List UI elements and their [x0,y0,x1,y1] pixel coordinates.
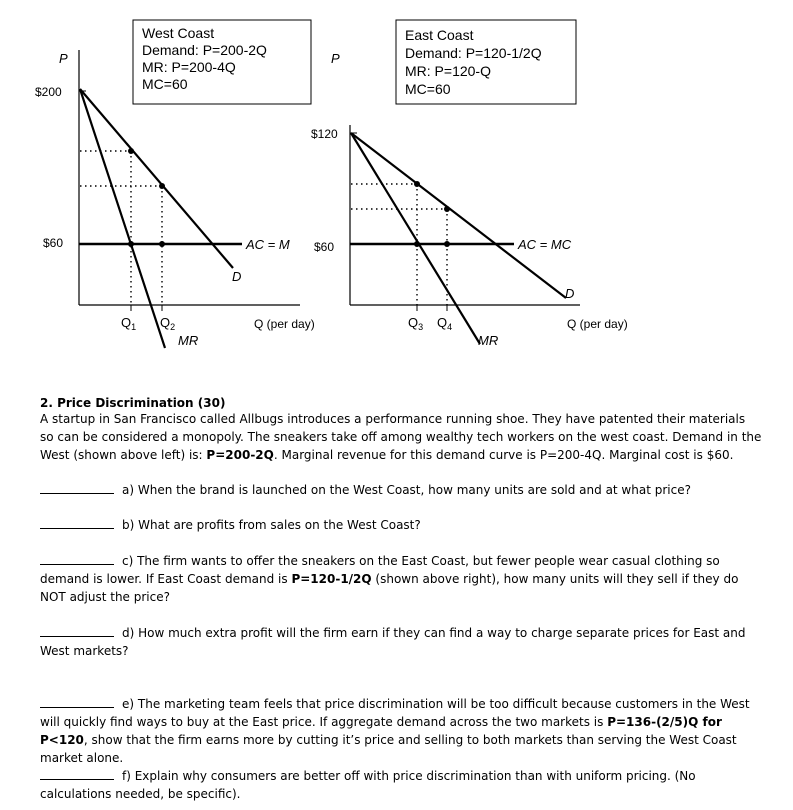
east-point-mc-q3 [414,241,420,247]
answer-blank-a[interactable] [40,482,114,494]
question-f-text: f) Explain why consumers are better off with price discrimination than with uniform pricing. (No calculations needed, be specific). [40,769,696,801]
problem-intro [40,410,762,464]
intro-west-demand: P=200-2Q [206,448,274,462]
question-d [40,624,762,660]
west-price-200: $200 [35,85,62,99]
east-box-demand: Demand: P=120-1/2Q [405,45,542,61]
intro-text-2: . Marginal revenue for this demand curve is P=200-4Q. Marginal cost is $60. [273,448,734,462]
question-e-text-1: e) The marketing team feels that price discrimination will be too difficult because customers in the West will quickly find ways to buy at the East price. If aggregate demand across the two markets is [40,697,750,729]
answer-blank-c[interactable] [40,553,114,565]
east-price-120: $120 [311,127,338,141]
east-demand-curve [351,133,566,298]
answer-blank-d[interactable] [40,625,114,637]
east-box-title: East Coast [405,27,474,43]
west-box-title: West Coast [142,25,215,41]
east-price-60: $60 [314,240,335,254]
east-box-mr: MR: P=120-Q [405,63,491,79]
west-coast-graph [35,20,315,348]
west-mr-label: MR [178,333,199,348]
east-mr-label: MR [478,333,499,348]
west-q2-label: $Q_2$ [160,315,176,332]
problem-title-text: 2. Price Discrimination (30) [40,396,226,410]
question-c-text-1: c) The firm wants to offer the sneakers on the East Coast, but fewer people wear casual clothing so demand is lower. If East Coast demand is [40,554,720,586]
intro-text-1: A startup in San Francisco called Allbugs introduces a performance running shoe. They have patented their materials so can be considered a monopoly. The sneakers take off among wealthy tech workers on the west coast. Demand in the West (shown above left) is: [40,412,762,462]
east-q3-label: $Q_3$ [408,315,424,332]
west-axis-p: P [59,51,68,66]
east-box-mc: MC=60 [405,81,451,97]
question-a [40,481,762,499]
west-ac-label: AC = M [246,237,290,252]
west-q1-label: $Q_1$ [121,315,137,332]
east-demand-label: D [565,286,575,301]
west-price-60: $60 [43,236,64,250]
east-point-demand-q4 [444,206,450,212]
west-point-mc-q2 [159,241,165,247]
question-c [40,552,762,606]
answer-blank-b[interactable] [40,517,114,529]
question-b-text: b) What are profits from sales on the West Coast? [122,518,421,532]
east-point-demand-q3 [414,181,420,187]
question-c-east-demand: P=120-1/2Q [291,572,372,586]
question-a-text: a) When the brand is launched on the West Coast, how many units are sold and at what price? [122,483,691,497]
east-mr-curve [351,133,480,344]
question-f [40,767,762,803]
question-e-text-2: , show that the firm earns more by cutting it’s price and selling to both markets than serving the West Coast market alone. [40,733,737,765]
question-e-aggregate-demand: P=136-(2/5)Q for P<120 [40,715,722,747]
answer-blank-e[interactable] [40,696,114,708]
east-point-mc-q4 [444,241,450,247]
east-axis-p: P [331,51,340,66]
west-box-mr: MR: P=200-4Q [142,59,236,75]
question-b [40,516,762,534]
west-x-axis-label: Q (per day) [254,317,315,331]
west-point-demand-q2 [159,183,165,189]
west-box-mc: MC=60 [142,76,188,92]
west-demand-curve [80,89,233,268]
west-demand-label: D [232,269,242,284]
answer-blank-f[interactable] [40,768,114,780]
graphs-figure [0,0,793,370]
question-e [40,695,762,767]
west-mr-curve [80,89,165,348]
question-d-text: d) How much extra profit will the firm earn if they can find a way to charge separate prices for East and West markets? [40,626,746,658]
west-point-mc-q1 [128,241,134,247]
question-c-text-2: (shown above right), how many units will they sell if they do NOT adjust the price? [40,572,739,604]
east-q4-label: $Q_4$ [437,315,453,332]
east-x-axis-label: Q (per day) [567,317,628,331]
east-ac-label: AC = MC [518,237,572,252]
west-point-demand-q1 [128,148,134,154]
west-box-demand: Demand: P=200-2Q [142,42,267,58]
east-coast-graph [311,20,628,348]
